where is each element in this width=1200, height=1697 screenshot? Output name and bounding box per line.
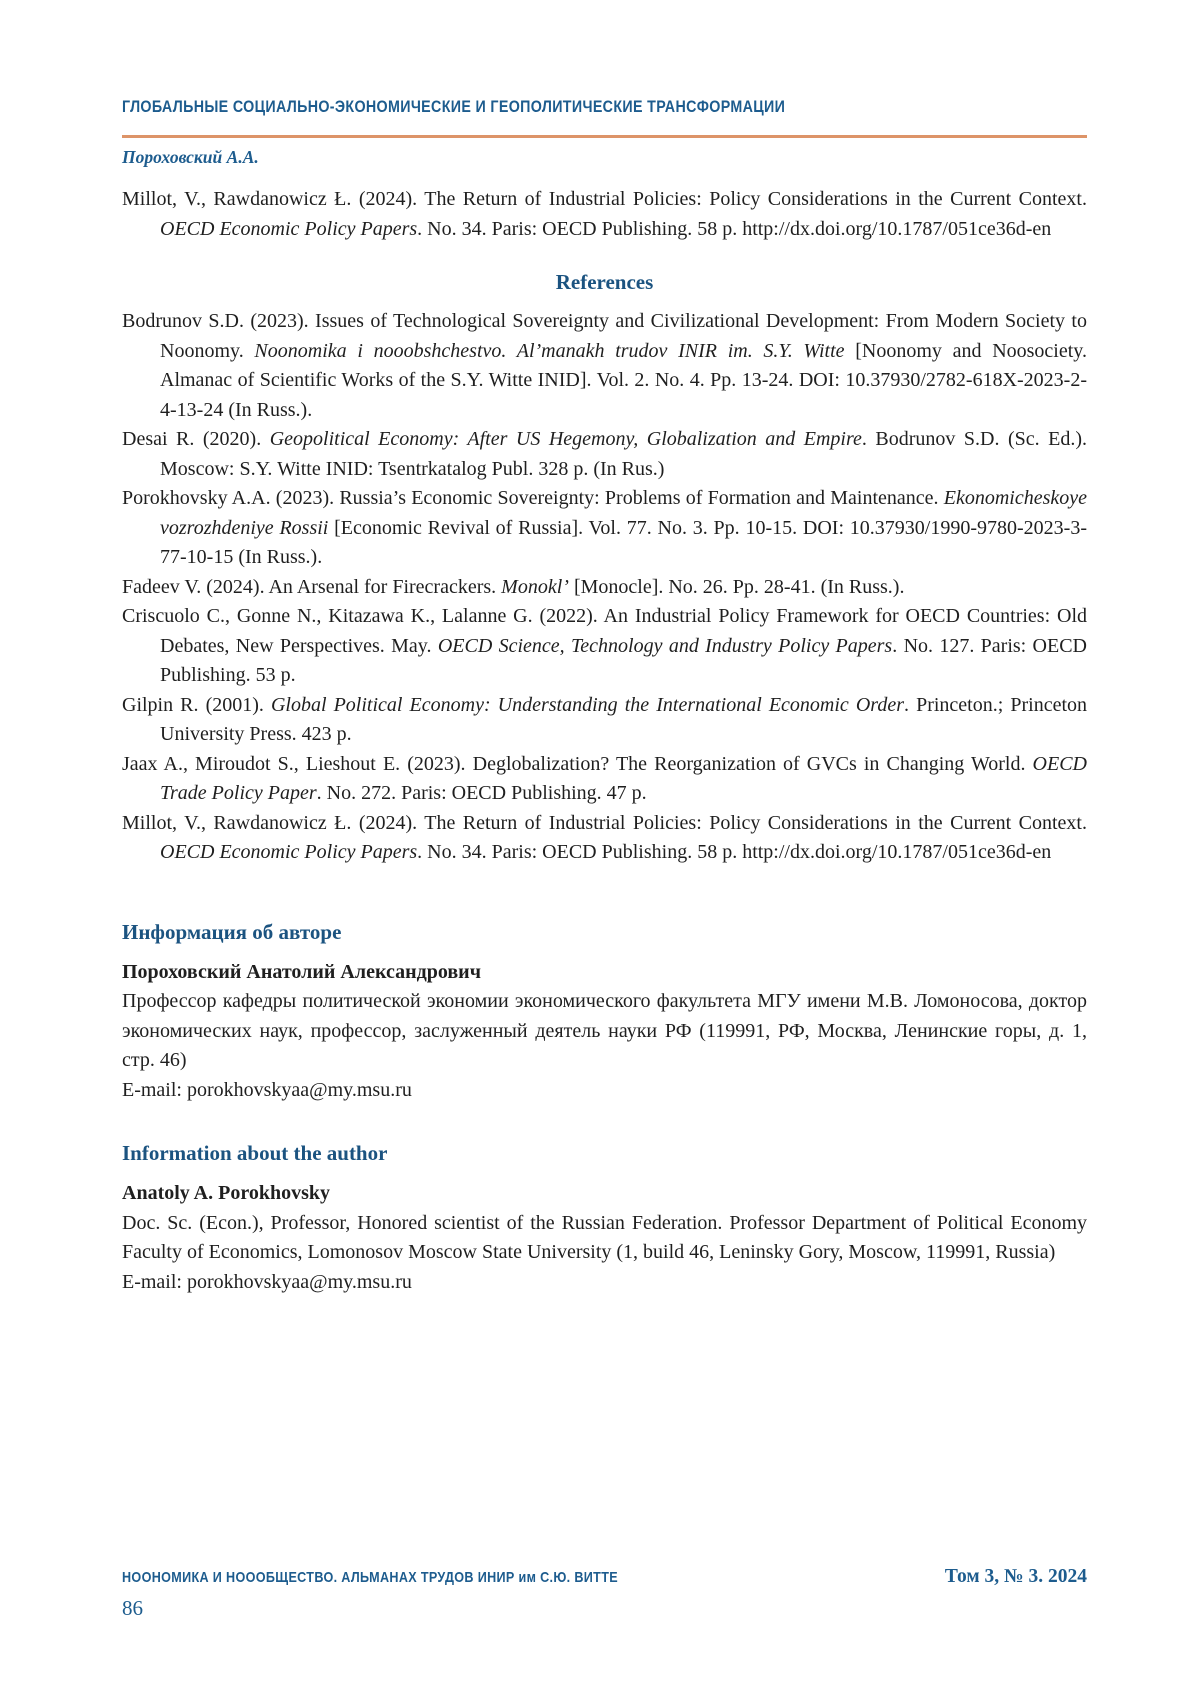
references-list <box>122 307 1087 868</box>
reference-entry-lead: Millot, V., Rawdanowicz Ł. (2024). The Return of Industrial Policies: Policy Considerations in the Current Context. OECD Economic Policy Papers. No. 34. Paris: OECD Publishing. 58 p. http://dx.doi.org/10.1787/051ce36d-en <box>122 188 1087 240</box>
author-email-en: E-mail: porokhovskyaa@my.msu.ru <box>122 1270 412 1293</box>
author-info-ru-section <box>122 918 1087 1106</box>
footer-row <box>122 1565 1087 1589</box>
author-info-ru-heading: Информация об авторе <box>122 919 342 944</box>
reference-entry: Porokhovsky A.A. (2023). Russia’s Economic Sovereignty: Problems of Formation and Maintenance. Ekonomicheskoye vozrozhdeniye Rossii [Economic Revival of Russia]. Vol. 77. No. 3. Pp. 10-15. DOI: 10.37930/1990-9780-2023-3-77-10-15 (In Russ.). <box>122 487 1087 568</box>
author-info-en-section <box>122 1139 1087 1297</box>
running-head-author: Пороховский А.А. <box>122 147 259 167</box>
page-body <box>122 168 1087 1297</box>
running-head-title <box>122 97 1087 116</box>
page-footer <box>122 1565 1087 1697</box>
header-rule <box>122 135 1087 138</box>
reference-entry: Criscuolo C., Gonne N., Kitazawa K., Lalanne G. (2022). An Industrial Policy Framework for OECD Countries: Old Debates, New Perspectives. May. OECD Science, Technology and Industry Policy Papers. No. 127. Paris: OECD Publishing. 53 p. <box>122 605 1088 686</box>
reference-entry: Gilpin R. (2001). Global Political Economy: Understanding the International Economic Order. Princeton.; Princeton University Press. 423 p. <box>122 693 1087 745</box>
reference-entry: Jaax A., Miroudot S., Lieshout E. (2023). Deglobalization? The Reorganization of GVCs in Changing World. OECD Trade Policy Paper. No. 272. Paris: OECD Publishing. 47 p. <box>122 752 1087 804</box>
reference-entry: Millot, V., Rawdanowicz Ł. (2024). The Return of Industrial Policies: Policy Considerations in the Current Context. OECD Economic Policy Papers. No. 34. Paris: OECD Publishing. 58 p. http://dx.doi.org/10.1787/051ce36d-en <box>122 811 1087 863</box>
references-heading: References <box>555 270 654 294</box>
footer-issue: Том 3, № 3. 2024 <box>944 1566 1087 1587</box>
author-name-ru: Пороховский Анатолий Александрович <box>122 960 481 983</box>
footer-journal-title <box>122 1568 712 1588</box>
author-bio-en: Doc. Sc. (Econ.), Professor, Honored scientist of the Russian Federation. Professor Department of Political Economy Faculty of Economics, Lomonosov Moscow State University (1, build 46, Leninsky Gory, Moscow, 119991, Russia) <box>122 1211 1087 1263</box>
author-email-ru: E-mail: porokhovskyaa@my.msu.ru <box>122 1078 412 1101</box>
running-head-title-text: ГЛОБАЛЬНЫЕ СОЦИАЛЬНО-ЭКОНОМИЧЕСКИЕ И ГЕОПОЛИТИЧЕСКИЕ ТРАНСФОРМАЦИИ <box>122 97 786 116</box>
page-header <box>122 97 1087 168</box>
reference-entry: Desai R. (2020). Geopolitical Economy: After US Hegemony, Globalization and Empire. Bodrunov S.D. (Sc. Ed.). Moscow: S.Y. Witte INID: Tsentrkatalog Publ. 328 p. (In Rus.) <box>122 428 1087 480</box>
reference-entry: Bodrunov S.D. (2023). Issues of Technological Sovereignty and Civilizational Development: From Modern Society to Noonomy. Noonomika i nooobshchestvo. Al’manakh trudov INIR im. S.Y. Witte [Noonomy and Noosociety. Almanac of Scientific Works of the S.Y. Witte INID]. Vol. 2. No. 4. Pp. 13-24. DOI: 10.37930/2782-618X-2023-2-4-13-24 (In Russ.). <box>122 310 1088 421</box>
author-info-en-heading: Information about the author <box>122 1141 388 1165</box>
footer-journal-title-text: НООНОМИКА И НОООБЩЕСТВО. АЛЬМАНАХ ТРУДОВ ИНИР им С.Ю. ВИТТЕ <box>122 1569 618 1586</box>
reference-entry: Fadeev V. (2024). An Arsenal for Firecrackers. Monokl’ [Monocle]. No. 26. Pp. 28-41. (In Russ.). <box>122 575 905 598</box>
page-number: 86 <box>122 1596 143 1620</box>
author-name-en: Anatoly A. Porokhovsky <box>122 1182 331 1204</box>
author-bio-ru: Профессор кафедры политической экономии экономического факультета МГУ имени М.В. Ломоносова, доктор экономических наук, профессор, заслуженный деятель науки РФ (119991, РФ, Москва, Ленинские горы, д. 1, стр. 46) <box>122 990 1087 1071</box>
